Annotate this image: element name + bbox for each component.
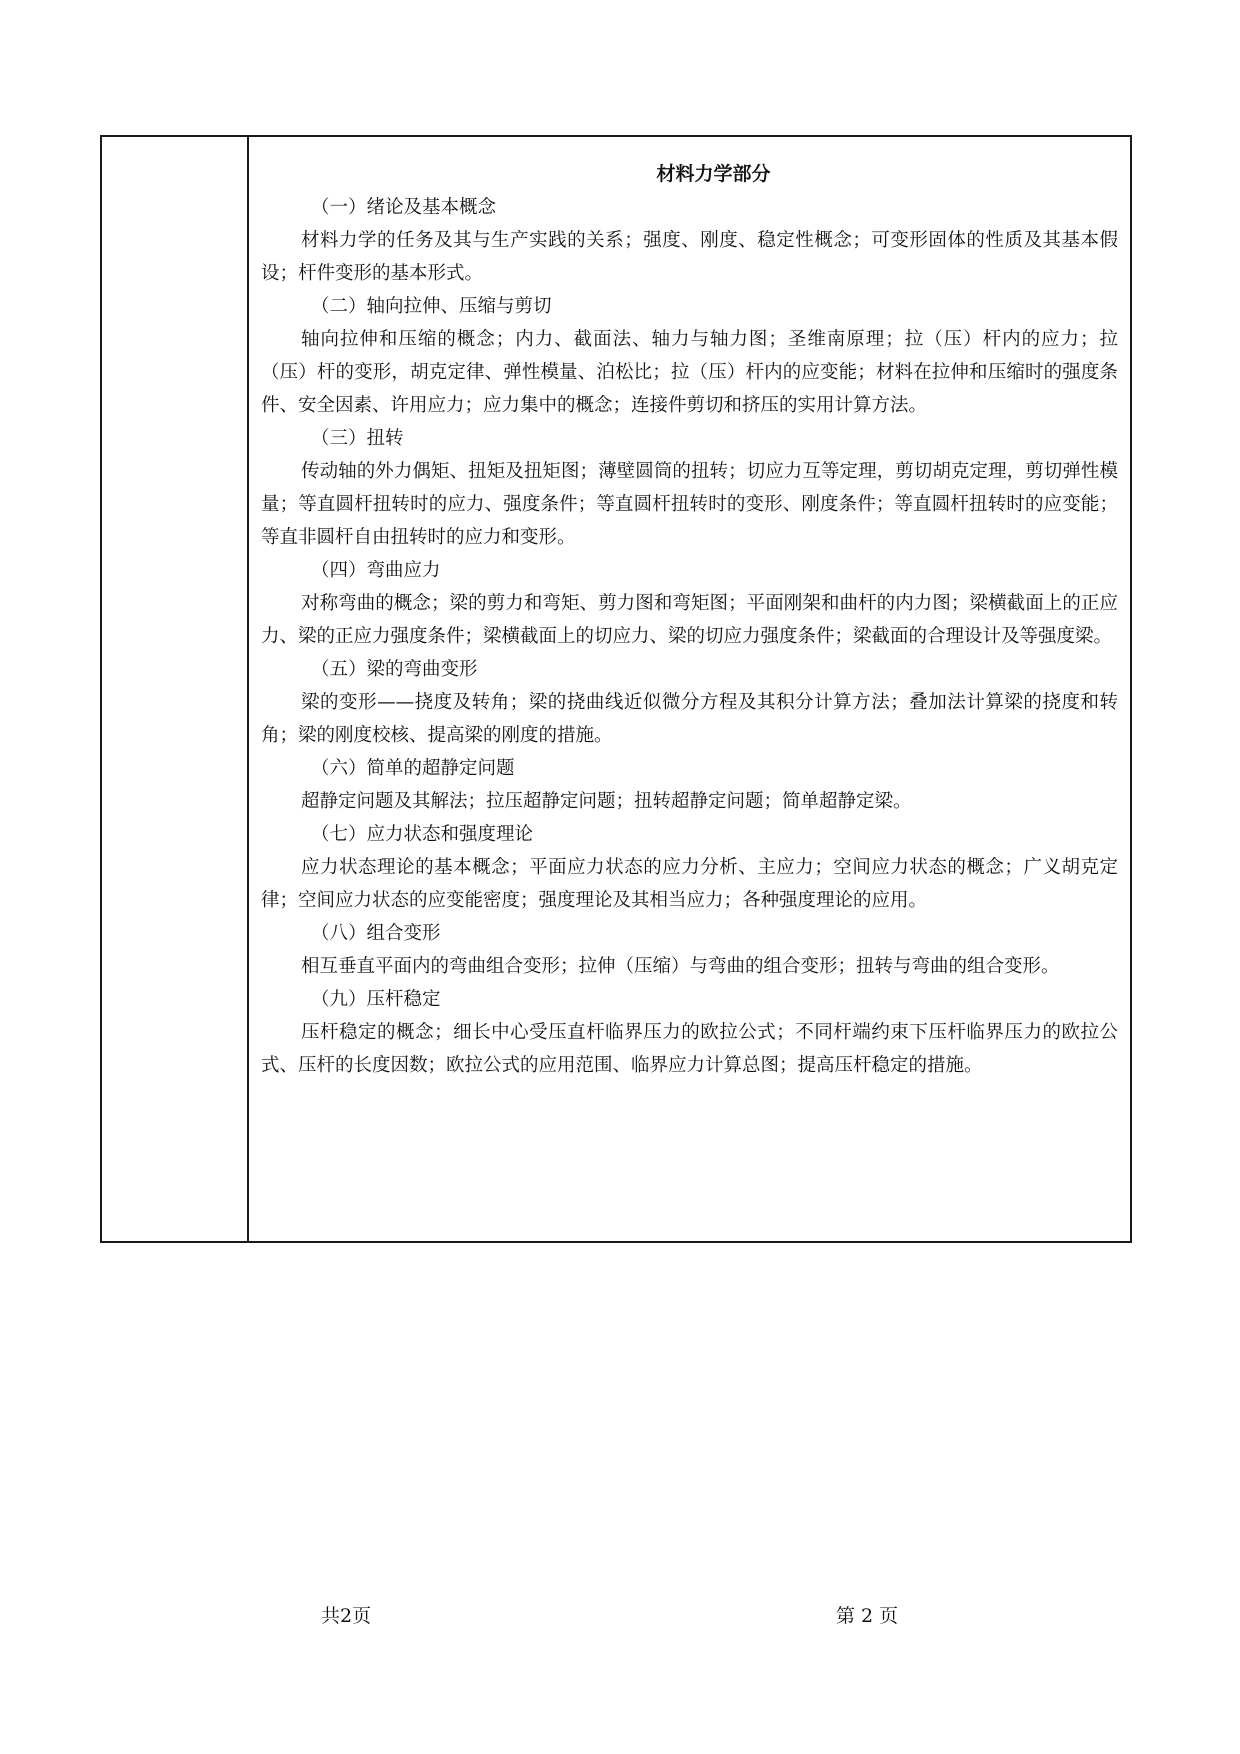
section-heading-9: （九）压杆稳定 — [311, 989, 441, 1010]
section-body-1: 材料力学的任务及其与生产实践的关系；强度、刚度、稳定性概念；可变形固体的性质及其基本假设；杆件变形的基本形式。 — [261, 230, 1118, 284]
table-content-cell — [249, 137, 1130, 1241]
section-body-6: 超静定问题及其解法；拉压超静定问题；扭转超静定问题；简单超静定梁。 — [301, 791, 912, 812]
section-body-2: 轴向拉伸和压缩的概念；内力、截面法、轴力与轴力图；圣维南原理；拉（压）杆内的应力；拉（压）杆的变形，胡克定律、弹性模量、泊松比；拉（压）杆内的应变能；材料在拉伸和压缩时的强度条件、安全因素、许用应力；应力集中的概念；连接件剪切和挤压的实用计算方法。 — [261, 329, 1118, 416]
footer-page-number: 第 2 页 — [836, 1605, 899, 1627]
section-body-9: 压杆稳定的概念；细长中心受压直杆临界压力的欧拉公式；不同杆端约束下压杆临界压力的欧拉公式、压杆的长度因数；欧拉公式的应用范围、临界应力计算总图；提高压杆稳定的措施。 — [261, 1022, 1118, 1076]
section-body-3: 传动轴的外力偶矩、扭矩及扭矩图；薄壁圆筒的扭转；切应力互等定理，剪切胡克定理，剪切弹性模量；等直圆杆扭转时的应力、强度条件；等直圆杆扭转时的变形、刚度条件；等直圆杆扭转时的应变能；等直非圆杆自由扭转时的应力和变形。 — [261, 461, 1118, 548]
section-heading-4: （四）弯曲应力 — [311, 560, 441, 581]
section-body-8: 相互垂直平面内的弯曲组合变形；拉伸（压缩）与弯曲的组合变形；扭转与弯曲的组合变形。 — [301, 956, 1060, 977]
section-heading-1: （一）绪论及基本概念 — [311, 197, 497, 218]
section-title: 材料力学部分 — [656, 163, 771, 185]
section-heading-2: （二）轴向拉伸、压缩与剪切 — [311, 296, 552, 317]
section-heading-5: （五）梁的弯曲变形 — [311, 659, 478, 680]
section-body-7: 应力状态理论的基本概念；平面应力状态的应力分析、主应力；空间应力状态的概念；广义胡克定律；空间应力状态的应变能密度；强度理论及其相当应力；各种强度理论的应用。 — [261, 857, 1118, 911]
section-heading-3: （三）扭转 — [311, 428, 404, 449]
section-heading-6: （六）简单的超静定问题 — [311, 758, 515, 779]
section-heading-8: （八）组合变形 — [311, 923, 441, 944]
section-body-4: 对称弯曲的概念；梁的剪力和弯矩、剪力图和弯矩图；平面刚架和曲杆的内力图；梁横截面上的正应力、梁的正应力强度条件；梁横截面上的切应力、梁的切应力强度条件；梁截面的合理设计及等强度梁。 — [261, 593, 1118, 647]
footer-total-pages: 共2页 — [321, 1605, 372, 1627]
section-heading-7: （七）应力状态和强度理论 — [311, 824, 534, 845]
table-left-column — [102, 137, 249, 1241]
section-body-5: 梁的变形——挠度及转角；梁的挠曲线近似微分方程及其积分计算方法；叠加法计算梁的挠度和转角；梁的刚度校核、提高梁的刚度的措施。 — [261, 692, 1118, 746]
content-table — [100, 135, 1132, 1243]
